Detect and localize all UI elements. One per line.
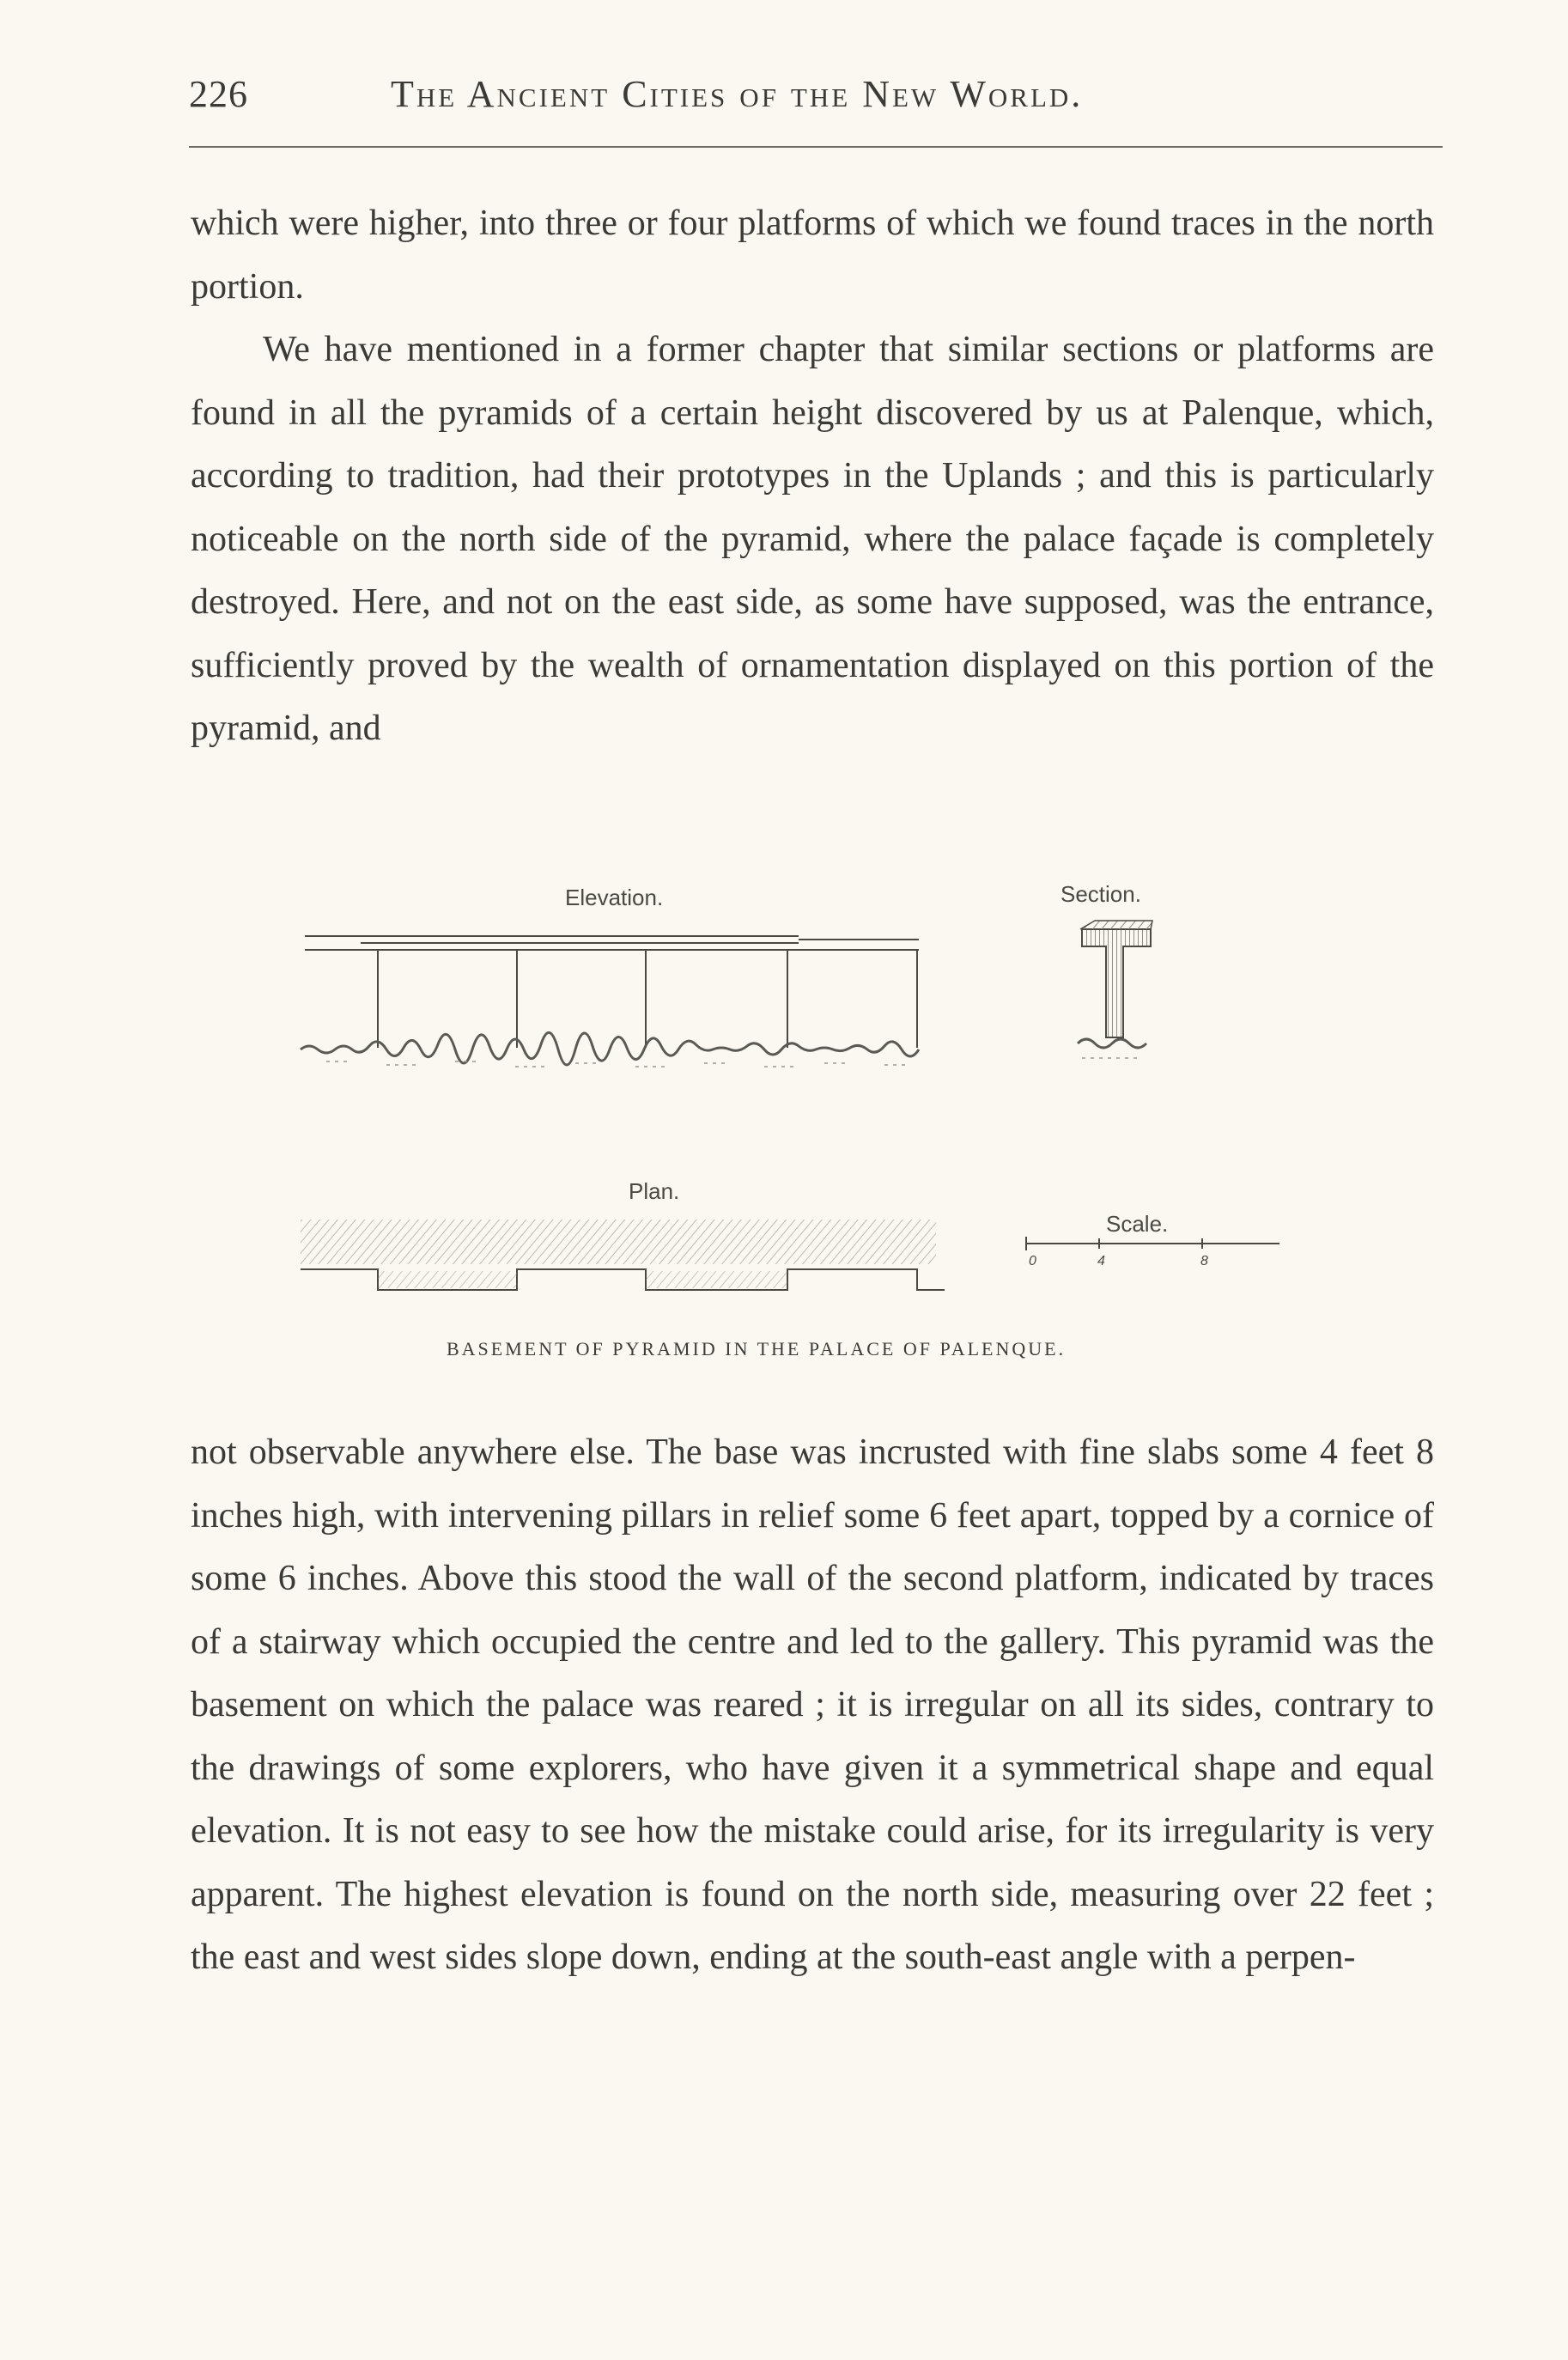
running-header: [189, 67, 1443, 127]
scale-tick-8: 8: [1200, 1254, 1208, 1268]
section-label: Section.: [1061, 881, 1141, 907]
scale-tick-4: 4: [1097, 1254, 1105, 1268]
paragraph-top: [191, 192, 1434, 761]
plan-drawing: [301, 1220, 945, 1290]
paragraph-3-text: not observable anywhere else. The base was incrusted with fine slabs some 4 feet 8 inches high, with intervening pillars in relief some 6 feet apart, topped by a cornice of some 6 inches. Above this stood the wall of the second platform, indicated by traces of a stairway which occupied the centre and led to the gallery. This pyramid was the basement on which the palace was reared ; it is irregular on all its sides, contrary to the drawings of some explorers, who have given it a symmetrical shape and equal elevation. It is not easy to see how the mistake could arise, for its irregularity is very apparent. The highest elevation is found on the north side, measuring over 22 feet ; the east and west sides slope down, ending at the south-east angle with a perpen-: [191, 1432, 1434, 1977]
figure-drawing: [292, 867, 1288, 1331]
scale-tick-0: 0: [1029, 1254, 1036, 1268]
running-title: The Ancient Cities of the New World.: [391, 73, 1084, 115]
scale-label: Scale.: [1106, 1211, 1169, 1237]
scale-bar: [1026, 1237, 1279, 1250]
section-drawing: [1078, 921, 1152, 1058]
figure-basement-of-pyramid: [292, 867, 1288, 1383]
plan-label: Plan.: [629, 1178, 680, 1204]
header-rule: [189, 146, 1443, 148]
page-number: 226: [189, 73, 248, 115]
elevation-drawing: [301, 936, 919, 1067]
paragraph-1-text: which were higher, into three or four platforms of which we found traces in the north portion.: [191, 204, 1434, 307]
figure-caption: BASEMENT OF PYRAMID IN THE PALACE OF PALENQUE.: [447, 1338, 1067, 1359]
paragraph-2-text: We have mentioned in a former chapter that similar sections or platforms are found in all the pyramids of a certain height discovered by us at Palenque, which, according to tradition, had their prototypes in the Uplands ; and this is particularly noticeable on the north side of the pyramid, where the palace façade is completely destroyed. Here, and not on the east side, as some have supposed, was the entrance, sufficiently proved by the wealth of ornamentation displayed on this portion of the pyramid, and: [191, 330, 1434, 748]
paragraph-bottom: [191, 1421, 1434, 1990]
elevation-label: Elevation.: [565, 885, 664, 910]
